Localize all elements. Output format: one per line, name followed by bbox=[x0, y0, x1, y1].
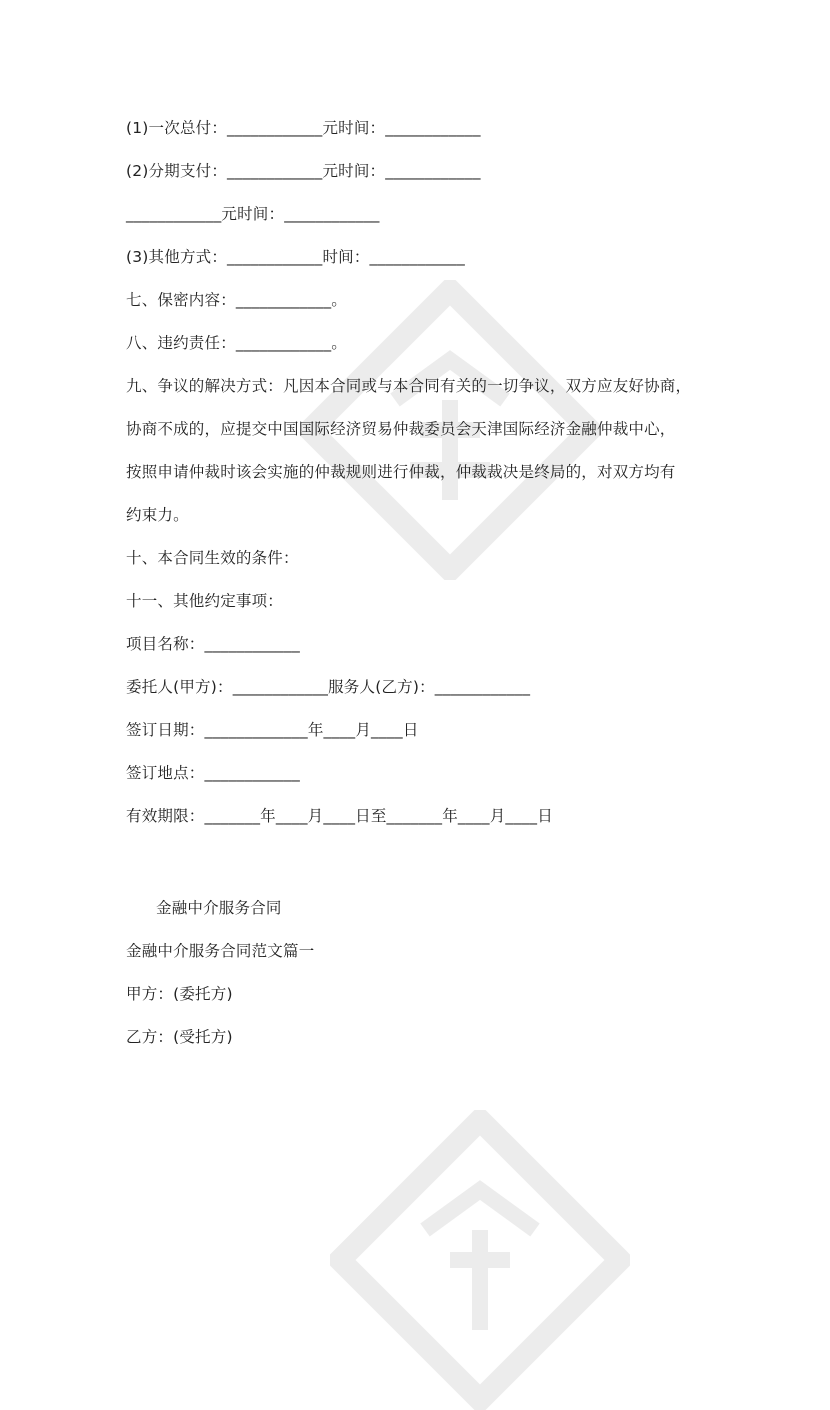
liability-clause: 八、违约责任：____________。 bbox=[126, 334, 348, 352]
party-a-line: 甲方：(委托方) bbox=[126, 985, 233, 1003]
dispute-clause-line-4: 约束力。 bbox=[126, 506, 189, 524]
dispute-clause-line-1: 九、争议的解决方式：凡因本合同或与本合同有关的一切争议，双方应友好协商， bbox=[126, 377, 692, 395]
project-name-field: 项目名称：____________ bbox=[126, 635, 300, 653]
watermark-logo-icon bbox=[330, 1110, 630, 1410]
signing-date-field: 签订日期：_____________年____月____日 bbox=[126, 721, 419, 739]
other-matters-clause: 十一、其他约定事项： bbox=[126, 592, 284, 610]
payment-other-line: (3)其他方式：____________时间：____________ bbox=[126, 248, 465, 266]
signing-place-field: 签订地点：____________ bbox=[126, 764, 300, 782]
validity-period-field: 有效期限：_______年____月____日至_______年____月____日 bbox=[126, 807, 553, 825]
document-subtitle: 金融中介服务合同范文篇一 bbox=[126, 942, 315, 960]
payment-lump-sum-line: (1)一次总付：____________元时间：____________ bbox=[126, 119, 481, 137]
party-b-line: 乙方：(受托方) bbox=[126, 1028, 233, 1046]
section-title: 金融中介服务合同 bbox=[156, 899, 282, 917]
payment-installment-line: (2)分期支付：____________元时间：____________ bbox=[126, 162, 481, 180]
parties-field: 委托人(甲方)：____________服务人(乙方)：____________ bbox=[126, 678, 531, 696]
dispute-clause-line-3: 按照申请仲裁时该会实施的仲裁规则进行仲裁，仲裁裁决是终局的，对双方均有 bbox=[126, 463, 676, 481]
dispute-clause-line-2: 协商不成的，应提交中国国际经济贸易仲裁委员会天津国际经济金融仲裁中心， bbox=[126, 420, 676, 438]
effective-conditions-clause: 十、本合同生效的条件： bbox=[126, 549, 299, 567]
payment-installment-continued-line: ____________元时间：____________ bbox=[126, 205, 380, 223]
confidentiality-clause: 七、保密内容：____________。 bbox=[126, 291, 348, 309]
